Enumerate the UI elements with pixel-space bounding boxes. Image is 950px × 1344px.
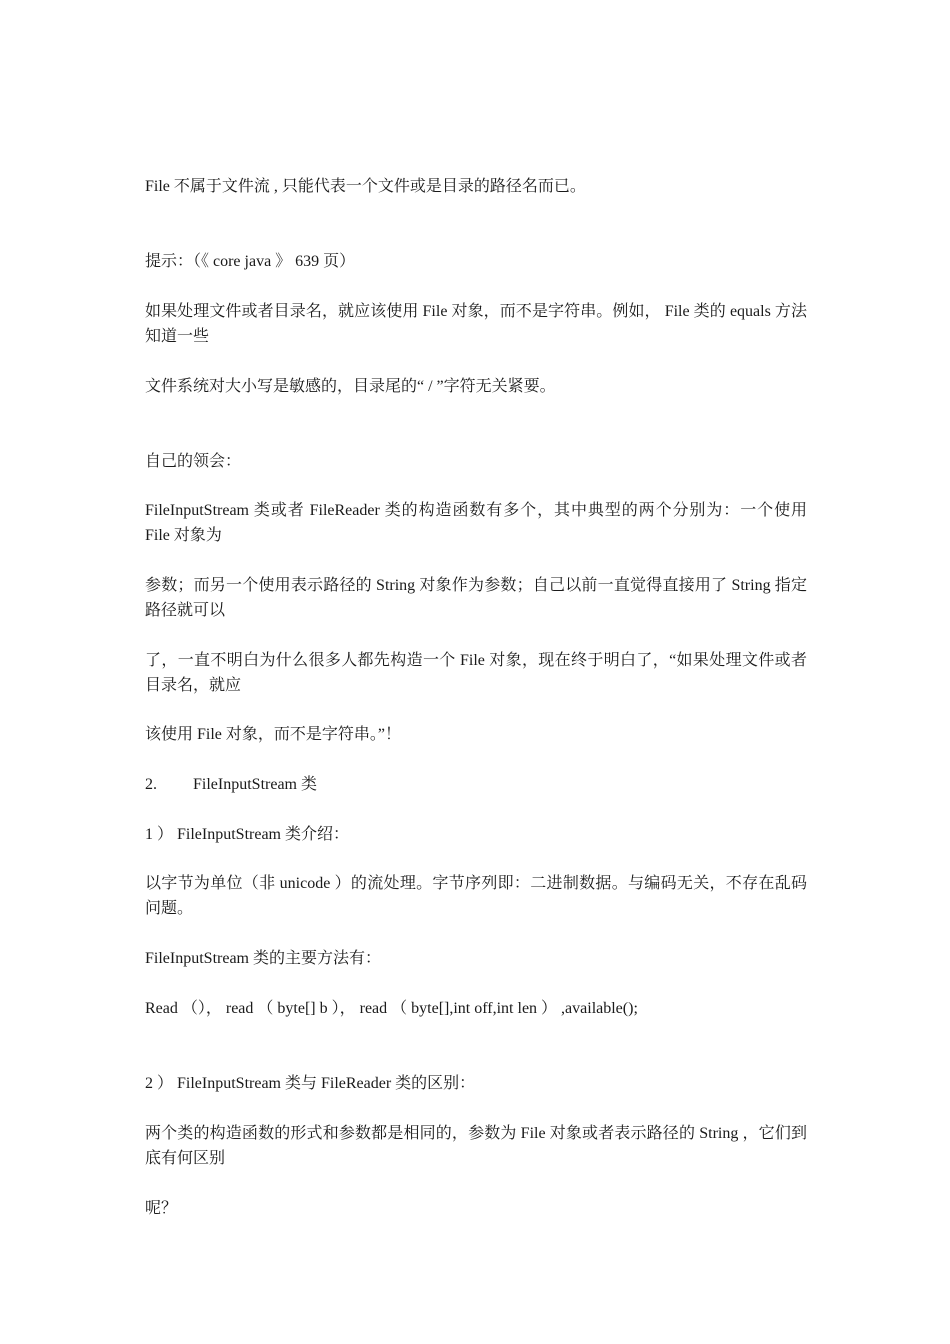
paragraph-realization: 了，一直不明白为什么很多人都先构造一个 File 对象，现在终于明白了，“如果处理文件或者目录名，就应	[145, 652, 807, 694]
paragraph-method-list: Read （）， read （ byte[] b ）， read （ byte[],int off,int len ） ,available();	[145, 1000, 638, 1017]
paragraph-tip: 提示：（《 core java 》 639 页）	[145, 253, 356, 270]
paragraph-file-intro: File 不属于文件流 , 只能代表一个文件或是目录的路径名而已。	[145, 178, 586, 195]
paragraph-difference-question: 两个类的构造函数的形式和参数都是相同的，参数为 File 对象或者表示路径的 String ，它们到底有何区别	[145, 1125, 807, 1167]
paragraph-file-usage: 如果处理文件或者目录名，就应该使用 File 对象，而不是字符串。例如， File 类的 equals 方法知道一些	[145, 303, 807, 345]
paragraph-own-understanding: 自己的领会：	[145, 453, 242, 470]
paragraph-string-param: 参数；而另一个使用表示路径的 String 对象作为参数；自己以前一直觉得直接用了 String 指定路径就可以	[145, 577, 807, 619]
paragraph-byte-stream: 以字节为单位（非 unicode ）的流处理。字节序列即：二进制数据。与编码无关，不存在乱码问题。	[145, 875, 807, 917]
paragraph-constructors: FileInputStream 类或者 FileReader 类的构造函数有多个，其中典型的两个分别为：一个使用 File 对象为	[145, 502, 807, 544]
paragraph-conclusion: 该使用 File 对象，而不是字符串。”！	[145, 726, 401, 743]
paragraph-main-methods: FileInputStream 类的主要方法有：	[145, 950, 381, 967]
paragraph-question-end: 呢？	[145, 1200, 178, 1217]
section-number: 2.	[145, 776, 157, 793]
section-title: FileInputStream 类	[193, 776, 317, 793]
subsection-difference: 2 ） FileInputStream 类与 FileReader 类的区别：	[145, 1075, 476, 1092]
subsection-intro: 1 ） FileInputStream 类介绍：	[145, 826, 349, 843]
section-heading-fileinputstream	[145, 772, 807, 797]
paragraph-case-sensitivity: 文件系统对大小写是敏感的，目录尾的“ / ”字符无关紧要。	[145, 378, 556, 395]
